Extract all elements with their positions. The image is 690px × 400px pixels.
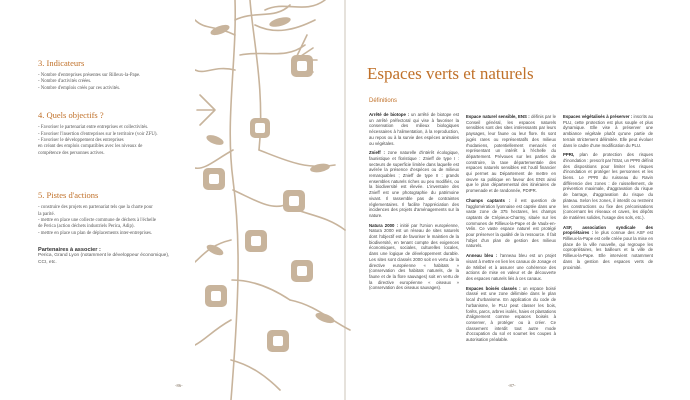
definition-text: définis par le Conseil général, les espaces naturels sensibles sont des sites intéressants par leurs paysages, leur faune ou leur flore. Ils sont jugés rares ou représentatifs des milieux rhodaniens, potentiellement menacés et représentant un intérêt à l'échelle du département. Prévoues sur les parties de construire, la taxe départementale des espaces naturels sensibles est l'outil financier qui permet au Département de mettre en œuvre sa politique en faveur des ENS ainsi que le plan départemental des itinéraires de promenade et de randonnée, PDIPR. (466, 114, 556, 194)
line: Perica, Grand Lyon (notamment le développeur économique), (38, 253, 170, 259)
definition-term: PPRI, (563, 152, 575, 158)
line: - Favoriser le partenariat entre entreprises et collectivités. (38, 125, 149, 131)
definitions-column-2 (466, 114, 556, 347)
section-title: 3. Indicateurs (38, 58, 85, 68)
definition-term: Arrêté de biotope : (369, 112, 410, 117)
definitions-column-1 (369, 112, 459, 295)
line: compétence des personnes actives. (38, 150, 105, 156)
line: - Nombre d'emplois créés par ces activités. (38, 85, 121, 91)
definition-item (369, 112, 459, 146)
line: - construire des projets en partenariat tels que la charte pour (38, 205, 153, 211)
partners-title: Partenaires à associer : (38, 247, 101, 254)
definition-item (466, 253, 556, 282)
page-title: Espaces verts et naturels (367, 64, 534, 83)
line: - Nombre d'entreprises présentes sur Rilleux-la-Pape. (38, 73, 141, 78)
definition-item (466, 114, 556, 194)
definition-text: zone naturelle d'intérêt écologique, faunistique et floristique : Znieff de type I : secteurs de superficie limitée dans laquelle est avérée la présence d'espèces ou de milieux remarquables ; Znieff de type II : grands ensembles naturels riches ou peu modifiés, ou la biodiversité est élevée. L'inventaire des Znieff est une photographie du patrimoine vivant. Il rassemble pas de contraintes réglementaires. Il facilite l'appréciation des incidences des projets d'aménagements sur la nature. (369, 150, 460, 218)
botanical-illustration (195, 0, 355, 400)
definition-text: il est question de l'agglomération lyonnaise est captée dans une vaste zone de 375 hectares, les champs captants de Crépieux-Charmy, située sur les communes de Rillieux-la-Pape et de Vaulx-en-Velin. Ce vaste espace naturel est protégé pour préserver la qualité de la ressource. Il fait l'objet d'un plan de gestion des milieux naturels. (466, 197, 556, 249)
definition-item (563, 225, 653, 271)
section-body (38, 73, 188, 92)
partners-block (38, 247, 188, 266)
definitions-label: Définitions (369, 98, 398, 104)
section-body (38, 205, 188, 237)
definition-text: un arrêté de biotope est un arrêté préfectoral qui vise à favoriser la conservation des milieux biologiques nécessaires à l'alimentation, à la reproduction, au repos ou à la survie des espèces animales ou végétales. (369, 112, 460, 146)
section-body (38, 125, 188, 157)
definition-item (466, 198, 556, 249)
section-objectifs (38, 110, 188, 157)
left-text-column (38, 58, 188, 266)
definition-term: Espaces végétalisés à préserver : (563, 114, 633, 119)
definition-term: Znieff : (369, 150, 385, 156)
definition-text: l'anneau bleu est un projet visant à mettre en lien les canaux de Jonage et de Miribel et à assurer une cohérence des actions de mise en valeur et de découverte des espaces naturels liés à ces canaux. (466, 253, 556, 281)
line: - Nombre d'activités créées. (38, 79, 92, 85)
line: - Favoriser l'insertion d'entreprises sur le territoire (voir ZFU). (38, 131, 158, 137)
definition-term: Anneau bleu : (466, 253, 498, 259)
page-number-right: -87- (508, 383, 516, 388)
line: CCI, etc. (38, 259, 57, 265)
section-title: 5. Pistes d'actions (38, 190, 99, 201)
definition-text: inscrits au PLU, cette protection est plus souple et plus dynamique. Elle vise à préserver une ambiance végétale plutôt qu'une partie de terrain strictement délimitée. Elle peut évoluer dans le cadre d'une modification du PLU. (563, 114, 653, 148)
definition-term: Natura 2000 : (369, 222, 398, 228)
definition-term: ASF, association syndicale des propriétaires : (563, 224, 653, 236)
line: en créant des emplois compatibles avec les niveaux de (38, 144, 143, 150)
definition-item (563, 152, 653, 220)
definition-item (369, 150, 459, 218)
definition-term: Espaces boisés classés : (466, 285, 521, 291)
line: - mettre en place un plan de déplacements inter-entreprises. (38, 230, 153, 236)
page-number-left: -86- (175, 383, 183, 388)
definition-term: Champs captants : (466, 197, 511, 203)
section-pistes-actions (38, 190, 188, 237)
definitions-column-3 (563, 114, 653, 274)
definition-term: Espace naturel sensible, ENS : (466, 114, 530, 119)
definition-item (563, 114, 653, 148)
section-indicateurs (38, 58, 188, 92)
section-title: 4. Quels objectifs ? (38, 110, 104, 121)
definition-item (466, 286, 556, 343)
definition-item (369, 223, 459, 291)
line: - mettre en place une collecte commune de déchets à l'échelle (38, 218, 157, 224)
partners-body (38, 253, 188, 266)
definition-text: plan de protection des risques d'inondation : prescrit par l'Etat, un PPRI définit des dispositions pour limiter les risques d'inondation et protéger les personnes et les biens. Le PPRI du ruisseau du Ravin différencie des zones : de ruissellement, de prévention maximale, d'aggravation du risque de barrage, d'aggravation du risque du plateau. Selon les zones, il interdit ou restreint les constructions ou fixe des préconisations (concernant les réseaux et caves, les dépôts de matières solides, l'usage des sols, etc.). (563, 152, 653, 220)
definition-text: un espace boisé classé est une zone délimitée dans le plan local d'urbanisme. En application du code de l'urbanisme, le PLU peut classer les bois, forêts, parcs, arbres isolés, haies et plantations d'alignement comme espaces boisés à conserver, à protéger ou à créer. Ce classement interdit tout autre mode d'occupation du sol et soumet les coupes à autorisation préalable. (466, 285, 556, 343)
definition-text: le plus connue des ASF est Rillieux-la-Pape est celle créée pour la mise en place de la ville nouvelle, qui regroupe les copropriétaires, les bailleurs et la ville de Rillieux-la-Pape. Elle intervient notamment dans la gestion des espaces verts de proximité. (563, 230, 653, 270)
definition-text: initié par l'Union européenne, Natura 2000 est un réseau de sites naturels dont l'objectif est de favoriser le maintien de la biodiversité, en tenant compte des exigences économiques, sociales, culturelles locales, dans une logique de développement durable. Les sites sont classés 2000 soit en vertu de la directive européenne « habitats » (conservation des habitats naturels, de la faune et de la flore sauvages) soit en vertu de la directive européenne « oiseaux » (conservation des oiseaux sauvages). (369, 222, 459, 291)
line: - Favoriser le développement des entreprises (38, 138, 124, 144)
line: de Perica (action déchets industriels Perica, Adip). (38, 224, 135, 230)
line: la parité. (38, 211, 55, 217)
